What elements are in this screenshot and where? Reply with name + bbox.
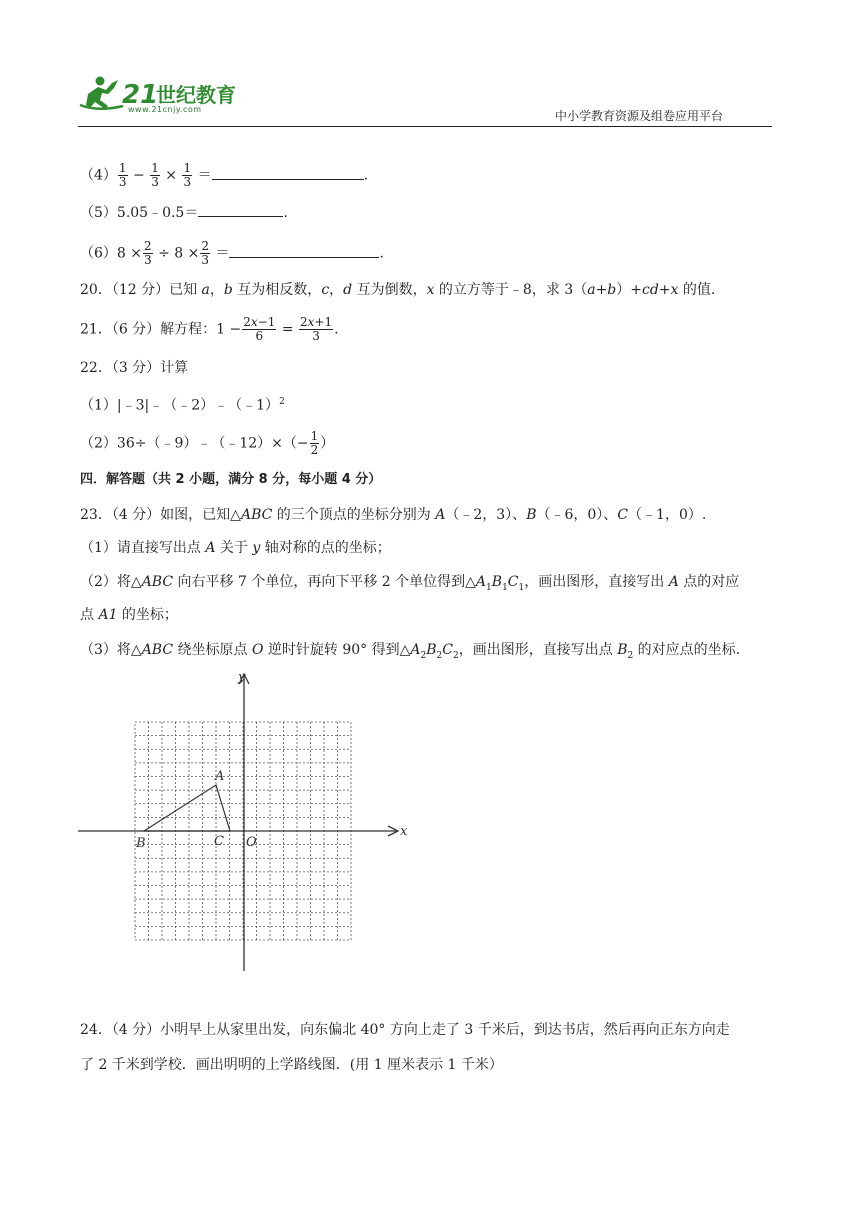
question-23-part2-cont: 点 A1 的坐标； bbox=[80, 607, 178, 623]
question-22-part2: （2）36÷（﹣9）﹣（﹣12）×（− $\frac{1}{2}$ ） bbox=[80, 429, 335, 457]
svg-text:世纪教育: 世纪教育 bbox=[156, 83, 236, 107]
q19-part6: （6）8 × $\frac{2}{3}$ ÷ 8 × $\frac{2}{3}$ ＝ . bbox=[80, 239, 384, 267]
question-20: 20．（12 分）已知 a，b 互为相反数，c，d 互为倒数，x 的立方等于﹣8，求 3（a+b）+cd+x 的值. bbox=[80, 282, 716, 298]
answer-blank[interactable] bbox=[212, 165, 364, 180]
platform-name: 中小学教育资源及组卷应用平台 bbox=[555, 109, 724, 123]
header-divider bbox=[78, 126, 772, 127]
q19-part5: （5）5.05﹣0.5＝ . bbox=[80, 202, 288, 223]
answer-blank[interactable] bbox=[198, 202, 283, 217]
logo-url: www.21cnjy.com bbox=[128, 105, 202, 114]
coordinate-grid-figure bbox=[78, 668, 418, 973]
q19-part4: （4） $\frac{1}{3}$ − $\frac{1}{3}$ × $\frac{1}{3}$ ＝ . bbox=[80, 161, 369, 189]
question-23-part1: （1）请直接写出点 A 关于 y 轴对称的点的坐标； bbox=[80, 540, 391, 556]
svg-text:21: 21 bbox=[122, 80, 159, 110]
question-22-title: 22．（3 分）计算 bbox=[80, 360, 189, 376]
answer-blank[interactable] bbox=[229, 243, 379, 258]
question-24-line1: 24．（4 分）小明早上从家里出发，向东偏北 40° 方向上走了 3 千米后，到达书店，然后再向正东方向走 bbox=[80, 1022, 730, 1038]
origin-label: O bbox=[246, 835, 257, 850]
runner-icon bbox=[80, 77, 123, 110]
point-a-label: A bbox=[215, 769, 225, 784]
point-b-label: B bbox=[136, 836, 146, 851]
section-4-title: 四．解答题（共 2 小题，满分 8 分，每小题 4 分） bbox=[80, 472, 382, 487]
triangle-abc bbox=[144, 785, 230, 831]
point-c-label: C bbox=[214, 834, 224, 849]
question-22-part1: （1）|﹣3|﹣（﹣2）﹣（﹣1）$^2$ bbox=[80, 397, 285, 414]
question-23-part3: （3）将△ABC 绕坐标原点 O 逆时针旋转 90° 得到$\triangle A_2B_2C_2$，画出图形，直接写出点 $B_2$ 的对应点的坐标. bbox=[80, 642, 741, 661]
question-21: 21．（6 分）解方程：1 − $\frac{\text{2𝑥−1}}{6}$ = $\frac{\text{2𝑥+1}}{3}$ . bbox=[80, 315, 339, 343]
x-axis-label: x bbox=[400, 824, 408, 839]
question-24-line2: 了 2 千米到学校．画出明明的上学路线图．(用 1 厘米表示 1 千米） bbox=[80, 1057, 503, 1073]
y-axis-label: y bbox=[238, 670, 246, 685]
question-23: 23．（4 分）如图，已知△ABC 的三个顶点的坐标分别为 A（﹣2，3）、B（﹣6，0）、C（﹣1，0）. bbox=[80, 507, 707, 523]
question-23-part2: （2）将△ABC 向右平移 7 个单位，再向下平移 2 个单位得到$\triangle A_1B_1C_1$，画出图形，直接写出 A 点的对应 bbox=[80, 574, 740, 593]
